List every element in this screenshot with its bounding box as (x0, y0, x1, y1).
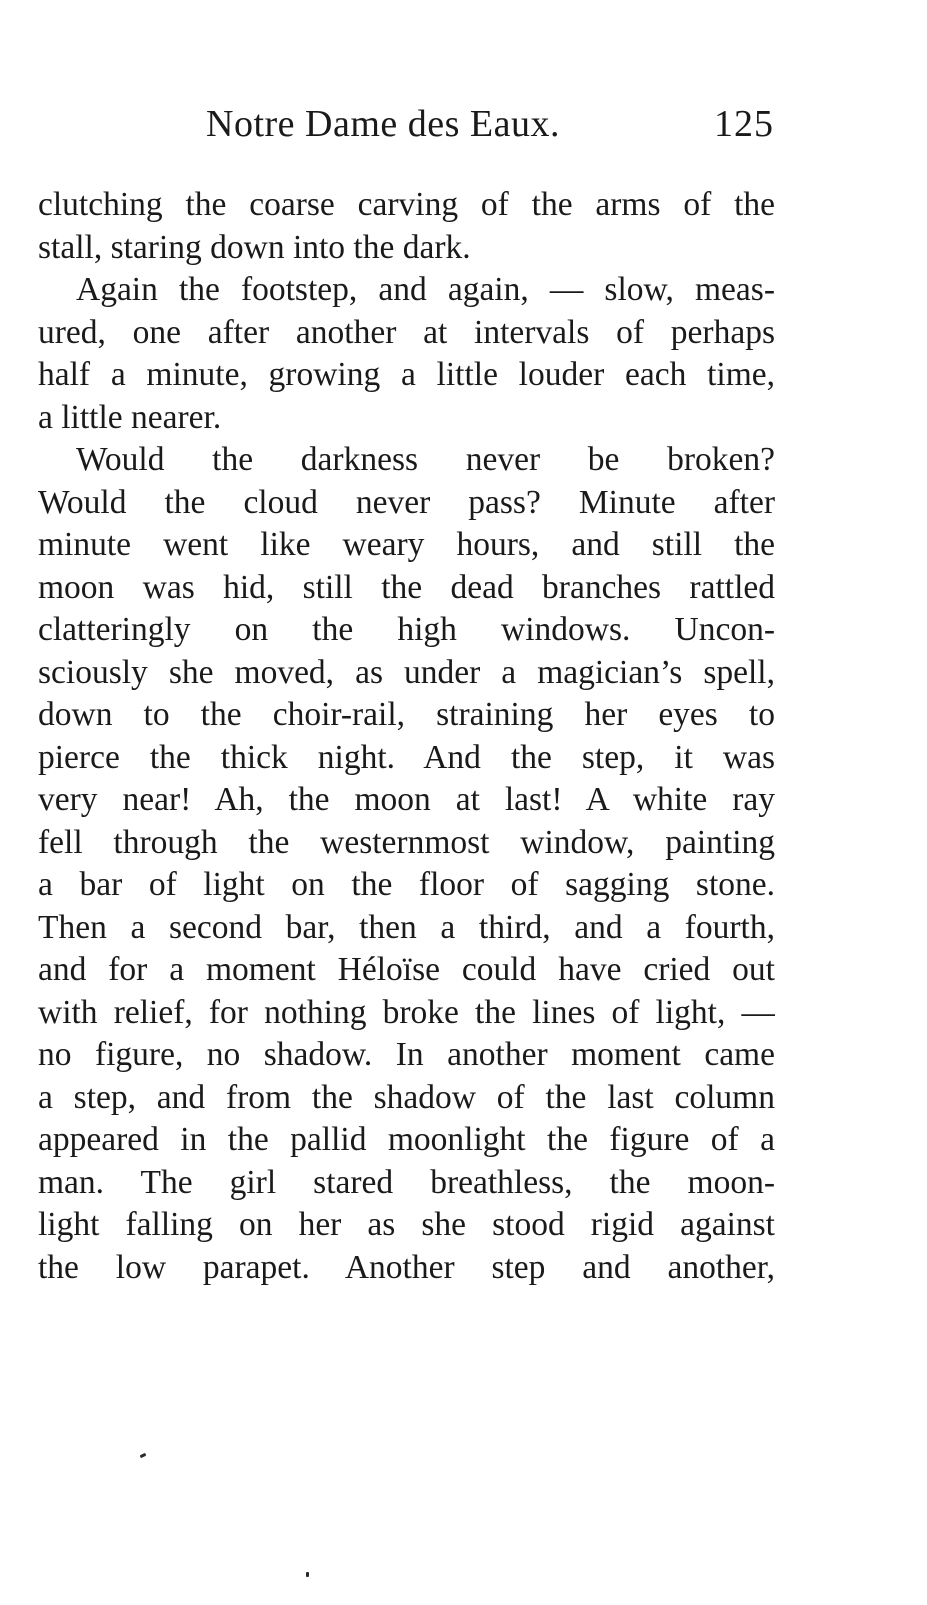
paragraph-start-line: Again the footstep, and again, — slow, meas- (76, 271, 775, 308)
text-line: pierce the thick night. And the step, it was (38, 738, 775, 776)
paragraph-start-line: Would the darkness never be broken? (76, 441, 775, 478)
text-line: the low parapet. Another step and another, (38, 1248, 775, 1286)
text-line: down to the choir-rail, straining her eyes to (38, 696, 775, 733)
text-line: a bar of light on the floor of sagging stone. (38, 866, 775, 903)
text-line: Then a second bar, then a third, and a fourth, (38, 908, 775, 946)
text-line: a little nearer. (38, 398, 222, 436)
text-line: no figure, no shadow. In another moment came (38, 1036, 775, 1073)
text-line: appeared in the pallid moonlight the figure of a (38, 1121, 775, 1158)
text-line: light falling on her as she stood rigid against (38, 1206, 775, 1243)
text-line: moon was hid, still the dead branches rattled (38, 568, 775, 606)
scan-speck (306, 1572, 309, 1577)
text-line: clatteringly on the high windows. Uncon- (38, 611, 775, 648)
text-line: ured, one after another at intervals of perhaps (38, 313, 775, 351)
running-title: Notre Dame des Eaux. (206, 103, 560, 145)
text-line: half a minute, growing a little louder each time, (38, 356, 775, 393)
scan-speck (140, 1453, 147, 1458)
text-line: clutching the coarse carving of the arms of the (38, 186, 775, 223)
text-line: and for a moment Héloïse could have cried out (38, 951, 775, 988)
text-line: stall, staring down into the dark. (38, 228, 471, 266)
text-line: minute went like weary hours, and still the (38, 526, 775, 563)
text-line: sciously she moved, as under a magician’s spell, (38, 653, 775, 691)
text-line: Would the cloud never pass? Minute after (38, 483, 775, 521)
text-line: with relief, for nothing broke the lines of light, — (38, 993, 775, 1031)
text-line: man. The girl stared breathless, the moon- (38, 1163, 775, 1201)
text-line: fell through the westernmost window, painting (38, 823, 775, 861)
text-line: a step, and from the shadow of the last column (38, 1078, 775, 1116)
text-line: very near! Ah, the moon at last! A white ray (38, 781, 775, 818)
body-text (38, 184, 775, 1289)
page-number: 125 (714, 103, 774, 145)
running-header (0, 102, 927, 154)
